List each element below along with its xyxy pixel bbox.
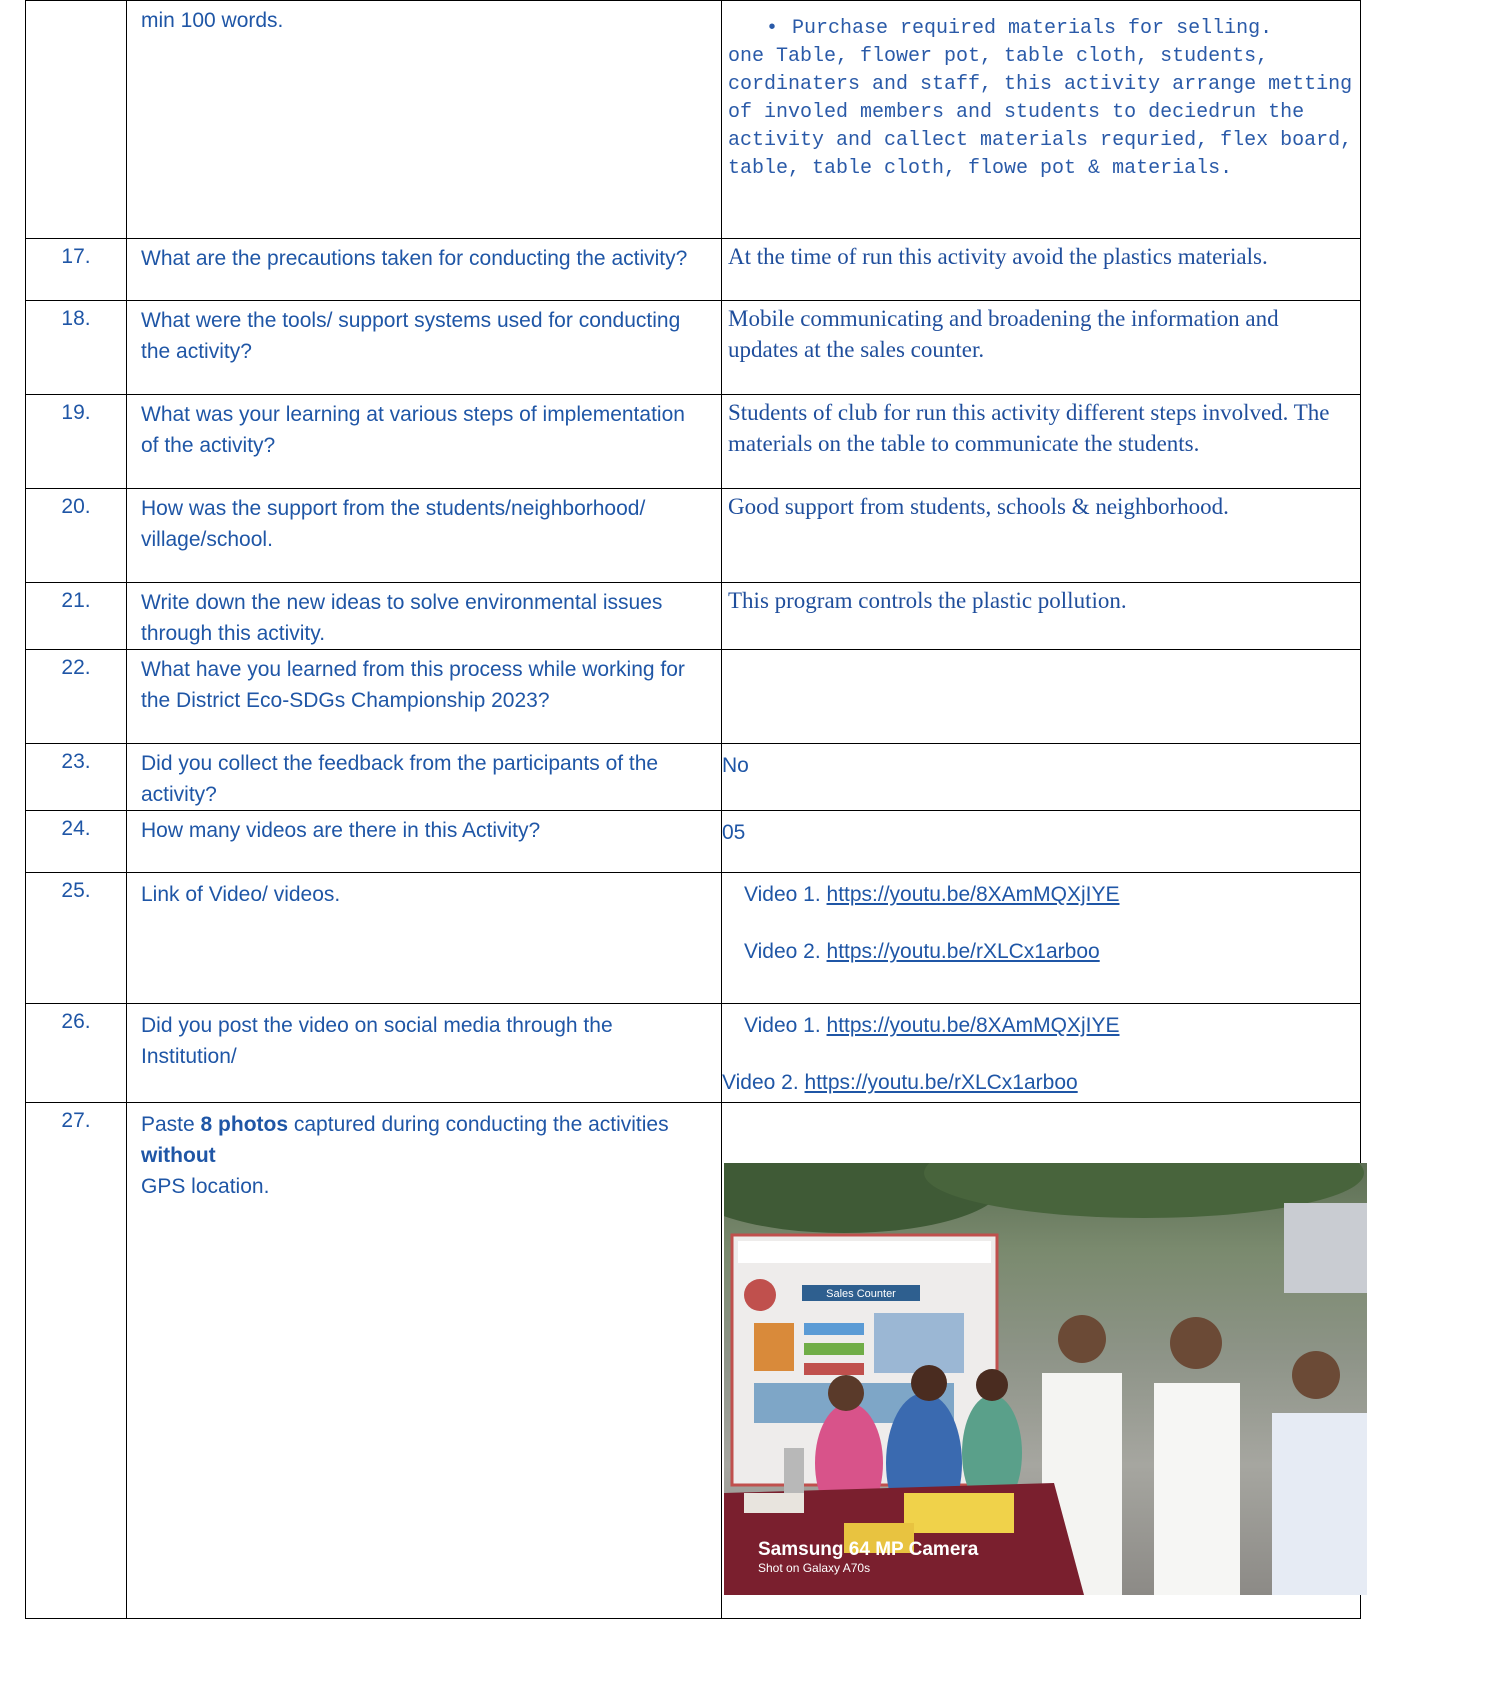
row-number bbox=[26, 1, 127, 239]
question-text: Did you post the video on social media through the Institution/ bbox=[127, 1004, 722, 1103]
question-text: What was your learning at various steps of implementation of the activity? bbox=[127, 395, 722, 489]
video-entry bbox=[744, 936, 1354, 967]
table-row bbox=[26, 1103, 1361, 1619]
camera-watermark bbox=[758, 1539, 978, 1575]
video-label: Video 2. bbox=[722, 1071, 799, 1094]
answer-cell bbox=[722, 873, 1361, 1004]
table-row bbox=[26, 395, 1361, 489]
question-text: Did you collect the feedback from the participants of the activity? bbox=[127, 744, 722, 811]
bullet-text: Purchase required materials for selling. bbox=[792, 17, 1273, 40]
table-row bbox=[26, 873, 1361, 1004]
question-text: min 100 words. bbox=[127, 1, 722, 239]
question-text: How was the support from the students/neighborhood/ village/school. bbox=[127, 489, 722, 583]
video-entry bbox=[722, 1010, 1354, 1041]
question-bold-part: without bbox=[141, 1144, 216, 1167]
bullet-item bbox=[728, 15, 1354, 43]
video-link[interactable]: https://youtu.be/rXLCx1arboo bbox=[826, 940, 1100, 963]
question-part: Paste bbox=[141, 1113, 201, 1136]
table-row bbox=[26, 1004, 1361, 1103]
video-link[interactable]: https://youtu.be/8XAmMQXjIYE bbox=[826, 883, 1120, 906]
row-number: 22. bbox=[26, 650, 127, 744]
answer-text: 05 bbox=[722, 811, 1361, 873]
question-text: What have you learned from this process while working for the District Eco-SDGs Championship 2023? bbox=[127, 650, 722, 744]
answer-text: This program controls the plastic pollution. bbox=[722, 583, 1361, 650]
row-number: 27. bbox=[26, 1103, 127, 1619]
question-text: Write down the new ideas to solve environmental issues through this activity. bbox=[127, 583, 722, 650]
answer-cell bbox=[722, 1004, 1361, 1103]
question-part: captured during conducting the activities bbox=[288, 1113, 669, 1136]
activity-report-table bbox=[25, 0, 1361, 1619]
answer-cell bbox=[722, 1, 1361, 239]
answer-cell bbox=[722, 1103, 1361, 1619]
table-row bbox=[26, 744, 1361, 811]
row-number: 24. bbox=[26, 811, 127, 873]
video-label: Video 2. bbox=[744, 940, 821, 963]
table-row bbox=[26, 1, 1361, 239]
answer-text: No bbox=[722, 744, 1361, 811]
answer-text: At the time of run this activity avoid the plastics materials. bbox=[722, 239, 1361, 301]
row-number: 26. bbox=[26, 1004, 127, 1103]
video-link[interactable]: https://youtu.be/8XAmMQXjIYE bbox=[826, 1014, 1120, 1037]
answer-text: Mobile communicating and broadening the information and updates at the sales counter. bbox=[722, 301, 1361, 395]
answer-text: one Table, flower pot, table cloth, students, cordinaters and staff, this activity arrange metting of involed members and students to deciedrun the activity and callect materials requried, flex board, table, table cloth, flowe pot & materials. bbox=[728, 45, 1353, 180]
video-link[interactable]: https://youtu.be/rXLCx1arboo bbox=[804, 1071, 1078, 1094]
table-row bbox=[26, 489, 1361, 583]
row-number: 17. bbox=[26, 239, 127, 301]
photo-sales-counter-icon bbox=[724, 1163, 1367, 1595]
question-text: Link of Video/ videos. bbox=[127, 873, 722, 1004]
answer-text: Good support from students, schools & neighborhood. bbox=[722, 489, 1361, 583]
question-text bbox=[127, 1103, 722, 1619]
table-row bbox=[26, 301, 1361, 395]
bullet-icon: • bbox=[766, 17, 779, 40]
camera-line-1: Samsung 64 MP Camera bbox=[758, 1539, 979, 1560]
question-text: What are the precautions taken for conducting the activity? bbox=[127, 239, 722, 301]
table-row bbox=[26, 650, 1361, 744]
question-bold-part: 8 photos bbox=[200, 1113, 289, 1136]
answer-text: Students of club for run this activity different steps involved. The materials on the table to communicate the students. bbox=[722, 395, 1361, 489]
row-number: 19. bbox=[26, 395, 127, 489]
banner-title: Sales Counter bbox=[826, 1288, 896, 1300]
row-number: 21. bbox=[26, 583, 127, 650]
camera-line-2: Shot on Galaxy A70s bbox=[758, 1561, 871, 1575]
video-entry bbox=[744, 879, 1354, 910]
question-text: How many videos are there in this Activity? bbox=[127, 811, 722, 873]
question-text: What were the tools/ support systems used for conducting the activity? bbox=[127, 301, 722, 395]
table-row bbox=[26, 239, 1361, 301]
row-number: 23. bbox=[26, 744, 127, 811]
video-label: Video 1. bbox=[744, 883, 821, 906]
activity-photo bbox=[724, 1163, 1367, 1595]
video-entry bbox=[722, 1067, 1354, 1098]
question-part: GPS location. bbox=[141, 1175, 270, 1198]
video-label: Video 1. bbox=[744, 1014, 821, 1037]
table-row bbox=[26, 811, 1361, 873]
answer-text bbox=[722, 650, 1361, 744]
row-number: 20. bbox=[26, 489, 127, 583]
table-row bbox=[26, 583, 1361, 650]
row-number: 18. bbox=[26, 301, 127, 395]
row-number: 25. bbox=[26, 873, 127, 1004]
